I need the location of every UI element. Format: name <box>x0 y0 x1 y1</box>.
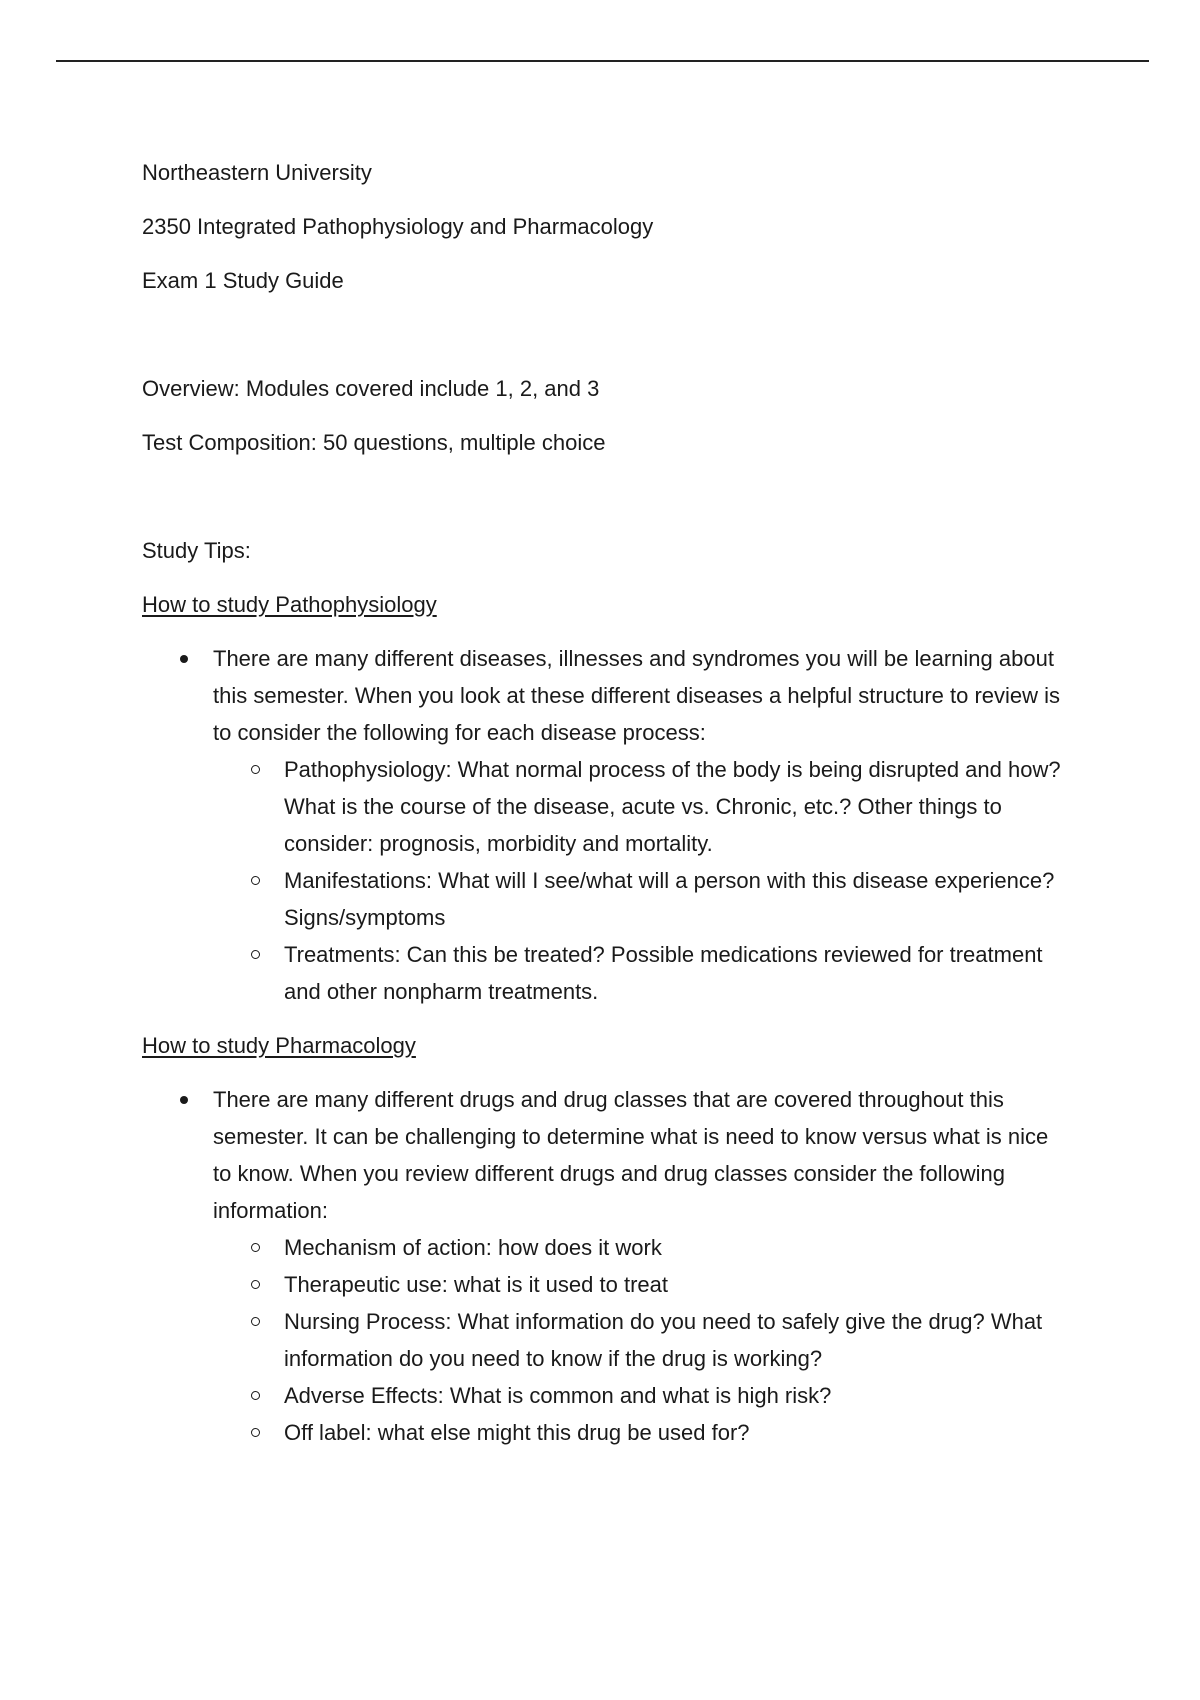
bullet-icon <box>180 1096 188 1104</box>
document-title: Exam 1 Study Guide <box>142 268 344 293</box>
sub-item-text: Off label: what else might this drug be used for? <box>284 1420 750 1445</box>
list-item <box>142 640 1072 1010</box>
sub-item-text: Pathophysiology: What normal process of the body is being disrupted and how? What is the course of the disease, acute vs. Chronic, etc.? Other things to consider: prognosis, morbidity and mortality. <box>284 757 1061 856</box>
sub-item-text: Mechanism of action: how does it work <box>284 1235 662 1260</box>
sub-item-text: Nursing Process: What information do you need to safely give the drug? What information do you need to know if the drug is working? <box>284 1309 1043 1371</box>
pathophysiology-bullet-text: There are many different diseases, illnesses and syndromes you will be learning about this semester. When you look at these different diseases a helpful structure to review is to consider the following for each disease process: <box>213 646 1061 745</box>
pharmacology-bullet-text: There are many different drugs and drug classes that are covered throughout this semester. It can be challenging to determine what is need to know versus what is nice to know. When you review different drugs and drug classes consider the following information: <box>213 1087 1049 1223</box>
sub-item-text: Manifestations: What will I see/what will a person with this disease experience? Signs/symptoms <box>284 868 1055 930</box>
circle-bullet-icon <box>251 950 260 959</box>
bullet-icon <box>180 655 188 663</box>
circle-bullet-icon <box>251 1280 260 1289</box>
pathophysiology-list <box>142 640 1072 1010</box>
sub-list-item <box>213 862 1072 936</box>
sub-list-item <box>213 1303 1072 1377</box>
header-rule <box>56 60 1149 62</box>
test-composition: Test Composition: 50 questions, multiple choice <box>142 430 606 455</box>
sub-list-item <box>213 1414 1072 1451</box>
sub-list-item <box>213 1266 1072 1303</box>
institution-name: Northeastern University <box>142 160 372 185</box>
circle-bullet-icon <box>251 1317 260 1326</box>
section-heading-pharmacology: How to study Pharmacology <box>142 1033 416 1058</box>
sub-list-item <box>213 1229 1072 1266</box>
pharmacology-sub-list <box>213 1229 1072 1451</box>
overview-modules: Overview: Modules covered include 1, 2, and 3 <box>142 376 600 401</box>
sub-list-item <box>213 936 1072 1010</box>
circle-bullet-icon <box>251 1391 260 1400</box>
section-heading-pathophysiology: How to study Pathophysiology <box>142 592 437 617</box>
list-item <box>142 1081 1072 1451</box>
circle-bullet-icon <box>251 1428 260 1437</box>
circle-bullet-icon <box>251 876 260 885</box>
circle-bullet-icon <box>251 765 260 774</box>
sub-item-text: Treatments: Can this be treated? Possible medications reviewed for treatment and other nonpharm treatments. <box>284 942 1043 1004</box>
document-body <box>142 154 1072 1468</box>
pathophysiology-sub-list <box>213 751 1072 1010</box>
sub-item-text: Adverse Effects: What is common and what is high risk? <box>284 1383 832 1408</box>
sub-item-text: Therapeutic use: what is it used to treat <box>284 1272 668 1297</box>
study-tips-label: Study Tips: <box>142 538 251 563</box>
course-title: 2350 Integrated Pathophysiology and Pharmacology <box>142 214 654 239</box>
sub-list-item <box>213 751 1072 862</box>
circle-bullet-icon <box>251 1243 260 1252</box>
pharmacology-list <box>142 1081 1072 1451</box>
sub-list-item <box>213 1377 1072 1414</box>
